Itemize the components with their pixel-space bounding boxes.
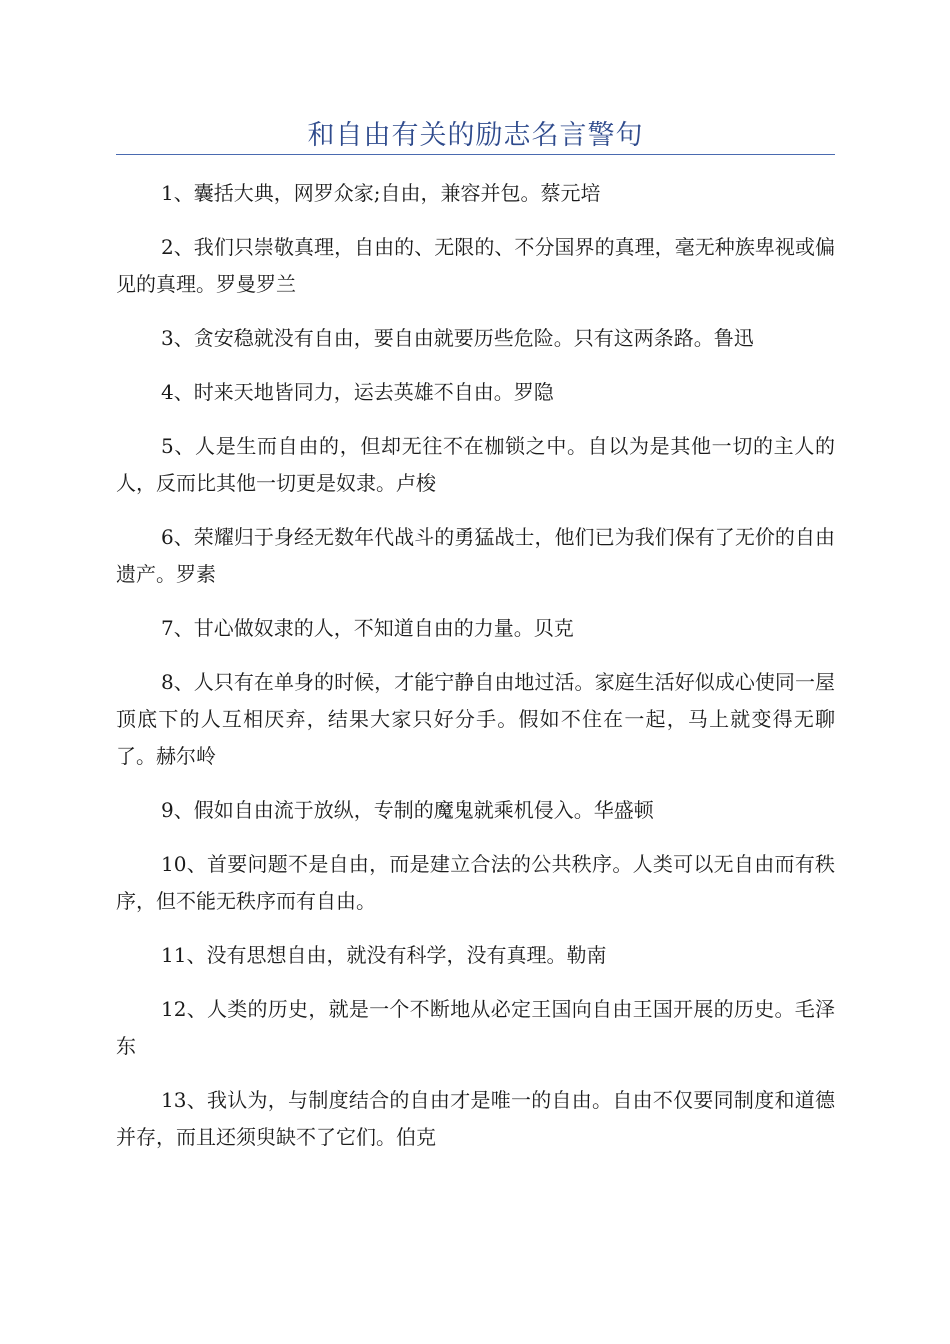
quote-item: 12、人类的历史，就是一个不断地从必定王国向自由王国开展的历史。毛泽东: [116, 997, 835, 1058]
quote-item: 11、没有思想自由，就没有科学，没有真理。勒南: [161, 943, 607, 967]
quote-item: 13、我认为，与制度结合的自由才是唯一的自由。自由不仅要同制度和道德并存，而且还须臾缺不了它们。伯克: [116, 1088, 835, 1149]
quote-item: 4、时来天地皆同力，运去英雄不自由。罗隐: [161, 380, 554, 404]
quote-item: 5、人是生而自由的，但却无往不在枷锁之中。自以为是其他一切的主人的人，反而比其他一切更是奴隶。卢梭: [116, 434, 835, 495]
quote-item: 10、首要问题不是自由，而是建立合法的公共秩序。人类可以无自由而有秩序，但不能无秩序而有自由。: [116, 852, 835, 913]
page-title: 和自由有关的励志名言警句: [307, 120, 644, 151]
quote-item: 2、我们只崇敬真理，自由的、无限的、不分国界的真理，毫无种族卑视或偏见的真理。罗曼罗兰: [116, 235, 835, 296]
quote-item: 1、囊括大典，网罗众家;自由，兼容并包。蔡元培: [161, 181, 601, 205]
quote-list: [116, 175, 835, 1173]
quote-item: 8、人只有在单身的时候，才能宁静自由地过活。家庭生活好似成心使同一屋顶底下的人互相厌弃，结果大家只好分手。假如不住在一起，马上就变得无聊了。赫尔岭: [116, 670, 835, 768]
quote-item: 6、荣耀归于身经无数年代战斗的勇猛战士，他们已为我们保有了无价的自由遗产。罗素: [116, 525, 835, 586]
quote-item: 3、贪安稳就没有自由，要自由就要历些危险。只有这两条路。鲁迅: [161, 326, 754, 350]
title-divider: [116, 154, 835, 155]
quote-item: 9、假如自由流于放纵，专制的魔鬼就乘机侵入。华盛顿: [161, 798, 654, 822]
quote-item: 7、甘心做奴隶的人，不知道自由的力量。贝克: [161, 616, 574, 640]
